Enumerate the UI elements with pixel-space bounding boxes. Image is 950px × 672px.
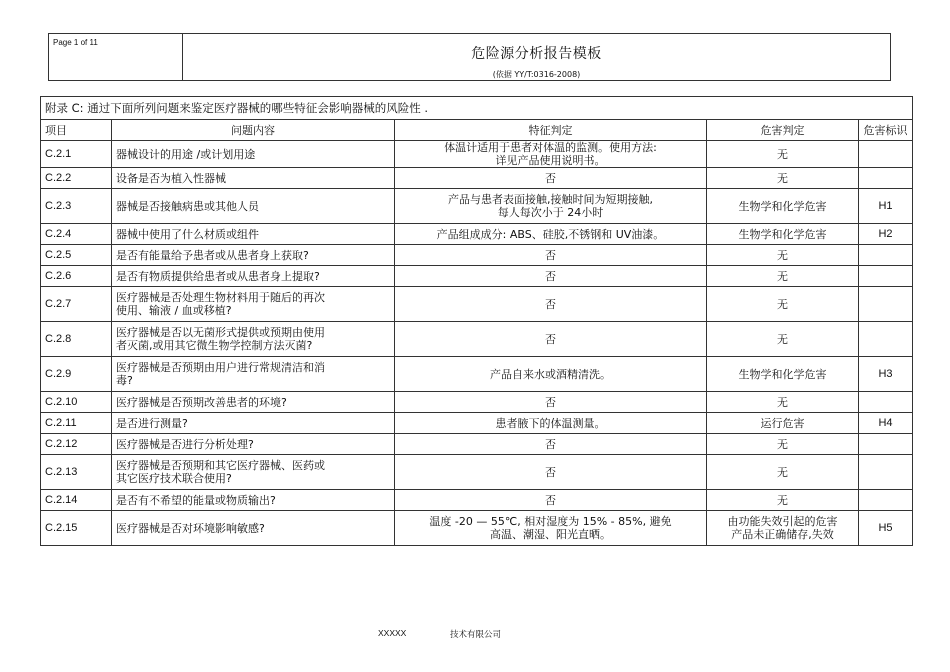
row-hazard-judgement: 无: [707, 322, 859, 357]
row-feature-judgement: 体温计适用于患者对体温的监测。使用方法: 详见产品使用说明书。: [395, 141, 707, 168]
row-feature-judgement: 产品与患者表面接触,接触时间为短期接触, 每人每次小于 24小时: [395, 189, 707, 224]
row-hazard-judgement: 无: [707, 245, 859, 266]
col-header-question: 问题内容: [112, 120, 395, 141]
document-title: 危险源分析报告模板: [471, 46, 602, 62]
row-hazard-judgement: 无: [707, 168, 859, 189]
row-feature-judgement: 产品组成成分: ABS、硅胶,不锈钢和 UV油漆。: [395, 224, 707, 245]
row-item-id: C.2.3: [41, 189, 112, 224]
row-question: 医疗器械是否预期和其它医疗器械、医药或 其它医疗技术联合使用?: [112, 455, 395, 490]
col-header-harm: 危害判定: [707, 120, 859, 141]
appendix-row: [41, 97, 913, 120]
row-feature-judgement: 否: [395, 266, 707, 287]
col-header-mark: 危害标识: [859, 120, 913, 141]
table-row: [41, 245, 913, 266]
row-feature-judgement: 否: [395, 245, 707, 266]
row-hazard-mark: H4: [859, 413, 913, 434]
table-header-row: [41, 120, 913, 141]
row-item-id: C.2.8: [41, 322, 112, 357]
row-feature-judgement: 温度 -20 — 55℃, 相对湿度为 15% - 85%, 避免 高温、潮湿、阳光直晒。: [395, 511, 707, 546]
row-hazard-judgement: 生物学和化学危害: [707, 357, 859, 392]
row-question: 设备是否为植入性器械: [112, 168, 395, 189]
table-row: [41, 357, 913, 392]
footer-company-name: 技术有限公司: [450, 630, 502, 640]
row-hazard-mark: [859, 168, 913, 189]
table-row: [41, 266, 913, 287]
row-hazard-judgement: 无: [707, 392, 859, 413]
table-row: [41, 224, 913, 245]
row-hazard-mark: H5: [859, 511, 913, 546]
table-row: [41, 511, 913, 546]
row-question: 医疗器械是否预期改善患者的环境?: [112, 392, 395, 413]
row-feature-judgement: 否: [395, 322, 707, 357]
appendix-note: 附录 C: 通过下面所列问题来鉴定医疗器械的哪些特征会影响器械的风险性 .: [41, 97, 913, 120]
row-item-id: C.2.10: [41, 392, 112, 413]
table-row: [41, 434, 913, 455]
row-item-id: C.2.5: [41, 245, 112, 266]
table-row: [41, 413, 913, 434]
table-row: [41, 189, 913, 224]
table-row: [41, 287, 913, 322]
row-hazard-judgement: 运行危害: [707, 413, 859, 434]
row-item-id: C.2.2: [41, 168, 112, 189]
row-hazard-mark: H2: [859, 224, 913, 245]
row-hazard-mark: H3: [859, 357, 913, 392]
row-hazard-mark: [859, 141, 913, 168]
table-row: [41, 168, 913, 189]
row-hazard-mark: [859, 245, 913, 266]
row-item-id: C.2.7: [41, 287, 112, 322]
row-question: 器械设计的用途 /或计划用途: [112, 141, 395, 168]
row-feature-judgement: 产品自来水或酒精清洗。: [395, 357, 707, 392]
row-question: 医疗器械是否进行分析处理?: [112, 434, 395, 455]
row-item-id: C.2.11: [41, 413, 112, 434]
row-hazard-judgement: 无: [707, 455, 859, 490]
row-question: 医疗器械是否对环境影响敏感?: [112, 511, 395, 546]
col-header-item: 项目: [41, 120, 112, 141]
row-hazard-judgement: 由功能失效引起的危害 产品未正确储存,失效: [707, 511, 859, 546]
document-header: [48, 33, 891, 81]
row-question: 医疗器械是否预期由用户进行常规清洁和消 毒?: [112, 357, 395, 392]
row-hazard-judgement: 无: [707, 287, 859, 322]
row-item-id: C.2.13: [41, 455, 112, 490]
row-item-id: C.2.4: [41, 224, 112, 245]
footer-company-code: XXXXX: [378, 628, 407, 638]
title-cell: [183, 34, 890, 80]
row-hazard-mark: [859, 392, 913, 413]
row-feature-judgement: 否: [395, 455, 707, 490]
row-question: 是否进行测量?: [112, 413, 395, 434]
row-question: 医疗器械是否以无菌形式提供或预期由使用 者灭菌,或用其它微生物学控制方法灭菌?: [112, 322, 395, 357]
row-hazard-mark: [859, 322, 913, 357]
row-hazard-mark: [859, 287, 913, 322]
row-item-id: C.2.12: [41, 434, 112, 455]
row-question: 是否有物质提供给患者或从患者身上提取?: [112, 266, 395, 287]
row-question: 是否有不希望的能量或物质输出?: [112, 490, 395, 511]
row-feature-judgement: 否: [395, 434, 707, 455]
row-question: 是否有能量给予患者或从患者身上获取?: [112, 245, 395, 266]
row-item-id: C.2.15: [41, 511, 112, 546]
row-question: 医疗器械是否处理生物材料用于随后的再次 使用、输液 / 血或移植?: [112, 287, 395, 322]
row-hazard-mark: [859, 434, 913, 455]
row-feature-judgement: 否: [395, 287, 707, 322]
row-item-id: C.2.1: [41, 141, 112, 168]
table-body: [41, 141, 913, 546]
row-hazard-judgement: 生物学和化学危害: [707, 224, 859, 245]
hazard-analysis-table: [40, 96, 913, 546]
row-hazard-judgement: 生物学和化学危害: [707, 189, 859, 224]
table-row: [41, 455, 913, 490]
row-hazard-mark: H1: [859, 189, 913, 224]
page-number: Page 1 of 11: [49, 34, 183, 80]
row-feature-judgement: 患者腋下的体温测量。: [395, 413, 707, 434]
row-hazard-judgement: 无: [707, 141, 859, 168]
row-question: 器械中使用了什么材质或组件: [112, 224, 395, 245]
row-hazard-mark: [859, 490, 913, 511]
row-hazard-mark: [859, 266, 913, 287]
row-hazard-judgement: 无: [707, 434, 859, 455]
table-row: [41, 141, 913, 168]
row-hazard-judgement: 无: [707, 490, 859, 511]
row-feature-judgement: 否: [395, 168, 707, 189]
col-header-feature: 特征判定: [395, 120, 707, 141]
table-row: [41, 322, 913, 357]
row-feature-judgement: 否: [395, 490, 707, 511]
row-feature-judgement: 否: [395, 392, 707, 413]
row-item-id: C.2.6: [41, 266, 112, 287]
row-hazard-mark: [859, 455, 913, 490]
document-standard-reference: (依据 YY/T:0316-2008): [492, 70, 581, 79]
row-question: 器械是否接触病患或其他人员: [112, 189, 395, 224]
row-hazard-judgement: 无: [707, 266, 859, 287]
row-item-id: C.2.9: [41, 357, 112, 392]
table-row: [41, 490, 913, 511]
table-row: [41, 392, 913, 413]
row-item-id: C.2.14: [41, 490, 112, 511]
